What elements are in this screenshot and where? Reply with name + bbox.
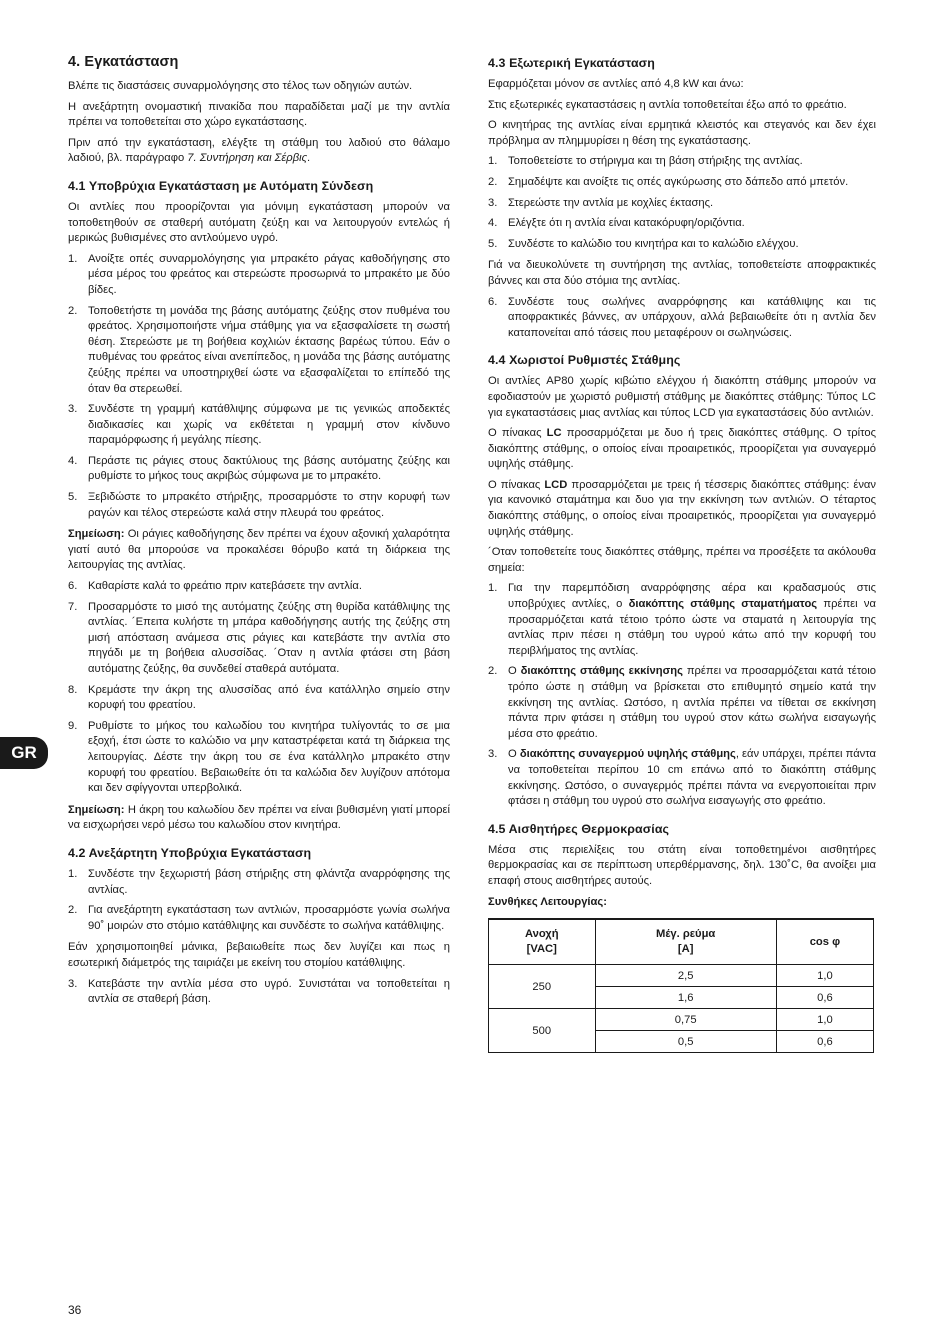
heading-4-3: 4.3 Εξωτερική Εγκατάσταση (488, 56, 655, 70)
current-cell: 1,6 (595, 987, 776, 1009)
s44-steps (488, 581, 876, 809)
list-item: 2. Ο διακόπτης στάθμης εκκίνησης πρέπει να προσαρμόζεται κατά τέτοιο τρόπο ώστε η στάθμη να βρίσκεται στο επιθυμητό σημείο κατά την εκκίνηση της αντλίας. Ωστόσο, η αντλία πρέπει να τίθεται σε εκκίνηση πάντα πριν φτάσει η στάθμη του υγρού στον κάτω σωλήνα εισαγωγής μέσα στο φρεάτιο. (488, 665, 876, 740)
current-cell: 0,5 (595, 1031, 776, 1053)
list-item: 5. Ξεβιδώστε το μπρακέτο στήριξης, προσαρμόστε το στην κορυφή των ραγών και τέλος στερεώστε καλά στην πλευρά του φρεάτος. (68, 491, 450, 519)
s43-paragraph-1: Εφαρμόζεται μόνον σε αντλίες από 4,8 kW και άνω: (488, 78, 744, 90)
list-item: 2. Τοποθετήστε τη μονάδα της βάσης αυτόματης ζεύξης στον πυθμένα του φρεάτος. Χρησιμοποιήστε νήμα στάθμης για να εξασφαλίσετε τη σωστή θέση. Στερεώστε με τη βοήθεια κοχλιών έκτασης βαρέως τύπου. Εάν ο πυθμένας του φρεάτος είναι ανεπίπεδος, η μονάδα της βάσης αυτόματης ζεύξης πρέπει να υποστηριχθεί ώστε να εξασφαλίζεται το επίπεδό της όταν θα στερεωθεί. (68, 304, 450, 395)
intro-paragraph-3: Πριν από την εγκατάσταση, ελέγξτε τη στάθμη του λαδιού στο θάλαμο λαδιού, βλ. παράγραφο 7. Συντήρηση και Σέρβις. (68, 136, 450, 165)
s44-paragraph-2: Ο πίνακας LC προσαρμόζεται με δυο ή τρεις διακόπτες στάθμης. Ο τρίτος διακόπτης στάθμης, ο οποίος είναι προαιρετικός, προορίζεται για συναγερμό υψηλής στάθμης. (488, 427, 876, 471)
list-item: 8. Κρεμάστε την άκρη της αλυσσίδας από ένα κατάλληλο σημείο στην κορυφή του φρεατίου. (68, 683, 450, 712)
list-item: 4. Περάστε τις ράγιες στους δακτύλιους της βάσης αυτόματης ζεύξης και ρυθμίστε το μήκος τους ακριβώς σύμφωνα με το μπρακέτο. (68, 454, 450, 483)
list-item: 1. Συνδέστε την ξεχωριστή βάση στήριξης στη φλάντζα αναρρόφησης της αντλίας. (68, 867, 450, 896)
list-item: 3. Ο διακόπτης συναγερμού υψηλής στάθμης, εάν υπάρχει, πρέπει πάντα να τοποθετείται περίπου 10 cm επάνω από το διακόπτη στάθμης εκκίνησης. Ωστόσο, ο συναγερμός πρέπει πάντα να ενεργοποιείται πριν φτάσει η στάθμη του υγρού στο σωλήνα εισαγωγής στο φρεάτιο. (488, 748, 876, 808)
header-cos-phi: cos φ (776, 919, 873, 965)
list-item: 2. Για ανεξάρτητη εγκατάσταση των αντλιών, προσαρμόστε γωνία σωλήνα 90˚ μοιρών στο στόμιο κατάθλιψης και συνδέστε το σωλήνα κατάθλιψης. (68, 904, 450, 932)
s45-paragraph-1: Μέσα στις περιελίξεις του στάτη είναι τοποθετημένοι αισθητήρες θερμοκρασίας και σε περίπτωση υπερθέρμανσης, δηλ. 130˚C, θα ανοίξει μια επαφή στους αισθητήρες αυτούς. (488, 843, 876, 887)
s41-steps-b (68, 579, 450, 797)
s43-paragraph-2: Στις εξωτερικές εγκαταστάσεις η αντλία τοποθετείται έξω από το φρεάτιο. (488, 98, 847, 111)
left-column (68, 54, 450, 1014)
header-max-current: Μέγ. ρεύμα [A] (595, 919, 776, 965)
s41-note-2: Σημείωση: Η άκρη του καλωδίου δεν πρέπει να είναι βυθισμένη γιατί μπορεί να εισχωρήσει νερό μέσω του καλωδίου στον κινητήρα. (68, 803, 450, 832)
list-item: 1. Ανοίξτε οπές συναρμολόγησης για μπρακέτο ράγας καθοδήγησης στο μέσα μέρος του φρεάτος και στερεώστε προσωρινά το μπρακέτο με δύο βίδες. (68, 252, 450, 296)
voltage-cell: 250 (489, 965, 596, 1009)
section-reference: 7. Συντήρηση και Σέρβις (187, 152, 308, 165)
list-item: 6. Συνδέστε τους σωλήνες αναρρόφησης και κατάθλιψης και τις αποφρακτικές βάννες, αν υπάρχουν, αλλά βεβαιωθείτε ότι η αντλία δεν καταπονείται από τάσεις που μεταφέρουν οι σωληνώσεις. (488, 295, 876, 339)
s41-intro: Οι αντλίες που προορίζονται για μόνιμη εγκατάσταση μπορούν να τοποθετηθούν σε σταθερή αυτόματη ζεύξη και να λειτουργούν εντελώς ή μερικώς βυθισμένες στο αντλούμενο υγρό. (68, 200, 450, 245)
heading-4-5: 4.5 Αισθητήρες Θερμοκρασίας (488, 821, 670, 836)
list-item: 5. Συνδέστε το καλώδιο του κινητήρα και το καλώδιο ελέγχου. (488, 237, 799, 250)
list-item: 2. Σημαδέψτε και ανοίξτε τις οπές αγκύρωσης στο δάπεδο από μπετόν. (488, 175, 849, 188)
list-item: 3. Συνδέστε τη γραμμή κατάθλιψης σύμφωνα με τις γενικώς αποδεκτές διαδικασίες και χωρίς να εκθέτεται η γραμμή στον κίνδυνο παραμόρφωσης ή μεγάλης πίεσης. (68, 403, 450, 447)
cos-phi-cell: 1,0 (776, 965, 873, 987)
page-number: 36 (68, 1303, 82, 1317)
voltage-cell: 500 (489, 1009, 596, 1053)
s41-steps-a (68, 252, 450, 522)
s42-steps-b (68, 977, 450, 1008)
intro-paragraph-1: Βλέπε τις διαστάσεις συναρμολόγησης στο τέλος των οδηγιών αυτών. (68, 80, 413, 92)
list-item: 7. Προσαρμόστε το μισό της αυτόματης ζεύξης στη θυρίδα κατάθλιψης της αντλίας. ´Επειτα κυλήστε τη μπάρα καθοδήγησης αυτής της ζεύξης στη μισή απόσταση ανάμεσα στις ράγιες και κατεβάστε την αντλία στο πηγάδι με τη βοήθεια αλυσσίδας. ´Οταν η αντλία φτάσει στη βάση αυτόματης ζεύξης, θα συνδεθεί σταθερά αυτόματα. (68, 600, 450, 675)
table-row (489, 1009, 874, 1031)
table-header-row (489, 919, 874, 965)
current-cell: 0,75 (595, 1009, 776, 1031)
s44-paragraph-1: Οι αντλίες AP80 χωρίς κιβώτιο ελέγχου ή διακόπτη στάθμης μπορούν να εφοδιαστούν με χωριστό ρυθμιστή στάθμης με διακόπτες στάθμης: Τύπος LC για εγκαταστάσεις μιας αντλίας και τύπος LCD για εγκαταστάσεις δύο αντλιών. (488, 375, 876, 419)
heading-4-2: 4.2 Ανεξάρτητη Υποβρύχια Εγκατάσταση (68, 845, 312, 860)
s43-paragraph-4: Γιά να διευκολύνετε τη συντήρηση της αντλίας, τοποθετείστε αποφρακτικές βάννες και στα δύο στόμια της αντλίας. (488, 259, 876, 287)
cos-phi-cell: 1,0 (776, 1009, 873, 1031)
section-title: 4. Εγκατάσταση (68, 54, 179, 70)
s43-steps-b (488, 295, 876, 342)
s44-paragraph-3: Ο πίνακας LCD προσαρμόζεται με τρεις ή τέσσερις διακόπτες στάθμης: έναν για κανονικό σταμάτημα και δυο για την εκκίνηση των αντλιών. Ο τέταρτος διακόπτης στάθμης, ο οποίος είναι προαιρετικός, προορίζεται για συναγερμό υψηλής στάθμης. (488, 478, 876, 538)
header-voltage: Ανοχή [VAC] (489, 919, 596, 965)
s42-paragraph: Εάν χρησιμοποιηθεί μάνικα, βεβαιωθείτε πως δεν λυγίζει και πως η εσωτερική διάμετρός της ταιριάζει με εκείνη του στομίου κατάθλιψης. (68, 941, 450, 969)
operating-conditions-table (488, 918, 874, 1053)
s43-steps-a (488, 154, 876, 252)
list-item: 1. Για την παρεμπόδιση αναρρόφησης αέρα και κραδασμούς στις υποβρύχιες αντλίες, ο διακόπτης στάθμης σταματήματος πρέπει να προσαρμόζεται κατά τέτοιο τρόπο ώστε να σταματά η λειτουργία της αντλίας πριν πέσει η στάθμη του υγρού κάτω από την κορυφή του περιβλήματος της αντλίας. (488, 582, 876, 657)
table-row (489, 965, 874, 987)
list-item: 9. Ρυθμίστε το μήκος του καλωδίου του κινητήρα τυλίγοντάς το σε μια εξοχή, έτσι ώστε το καλώδιο να μην καταστρέφεται κατά τη διάρκεια της λειτουργίας. Δέστε την άκρη του σε ένα κατάλληλο μπρακέτο στην κορυφή του φρεατίου. Βεβαιωθείτε ότι τα καλώδια δεν λυγίζουν απότομα και δεν σφίγγονται υπερβολικά. (68, 719, 450, 795)
right-column (488, 54, 876, 1053)
s42-steps-a (68, 867, 450, 934)
list-item: 4. Ελέγξτε ότι η αντλία είναι κατακόρυφη/οριζόντια. (488, 217, 745, 230)
s44-paragraph-4: ´Οταν τοποθετείτε τους διακόπτες στάθμης, πρέπει να προσέξετε τα ακόλουθα σημεία: (488, 546, 876, 574)
heading-4-4: 4.4 Χωριστοί Ρυθμιστές Στάθμης (488, 353, 681, 368)
heading-4-1: 4.1 Υποβρύχια Εγκατάσταση με Αυτόματη Σύνδεση (68, 178, 374, 193)
list-item: 3. Στερεώστε την αντλία με κοχλίες έκτασης. (488, 196, 714, 209)
operating-conditions-label: Συνθήκες Λειτουργίας: (488, 895, 607, 908)
language-tab: GR (0, 737, 48, 769)
current-cell: 2,5 (595, 965, 776, 987)
list-item: 3. Κατεβάστε την αντλία μέσα στο υγρό. Συνιστάται να τοποθετείται η αντλία σε σταθερή βάση. (68, 977, 450, 1006)
s41-note-1: Σημείωση: Οι ράγιες καθοδήγησης δεν πρέπει να έχουν αξονική χαλαρότητα γιατί αυτό θα μπορούσε να προκαλέσει θόρυβο κατά τη διάρκεια της λειτουργίας της αντλίας. (68, 528, 450, 572)
list-item: 6. Καθαρίστε καλά το φρεάτιο πριν κατεβάσετε την αντλία. (68, 580, 362, 593)
cos-phi-cell: 0,6 (776, 1031, 873, 1053)
s43-paragraph-3: Ο κινητήρας της αντλίας είναι ερμητικά κλειστός και στεγανός και δεν έχει πρόβλημα αν πλημμυρίσει η θέση της εγκατάστασης. (488, 119, 876, 147)
list-item: 1. Τοποθετείστε το στήριγμα και τη βάση στήριξης της αντλίας. (488, 155, 803, 168)
intro-paragraph-2: Η ανεξάρτητη ονομαστική πινακίδα που παραδίδεται μαζί με την αντλία πρέπει να τοποθετείται στο χώρο εγκατάστασης. (68, 100, 450, 129)
cos-phi-cell: 0,6 (776, 987, 873, 1009)
